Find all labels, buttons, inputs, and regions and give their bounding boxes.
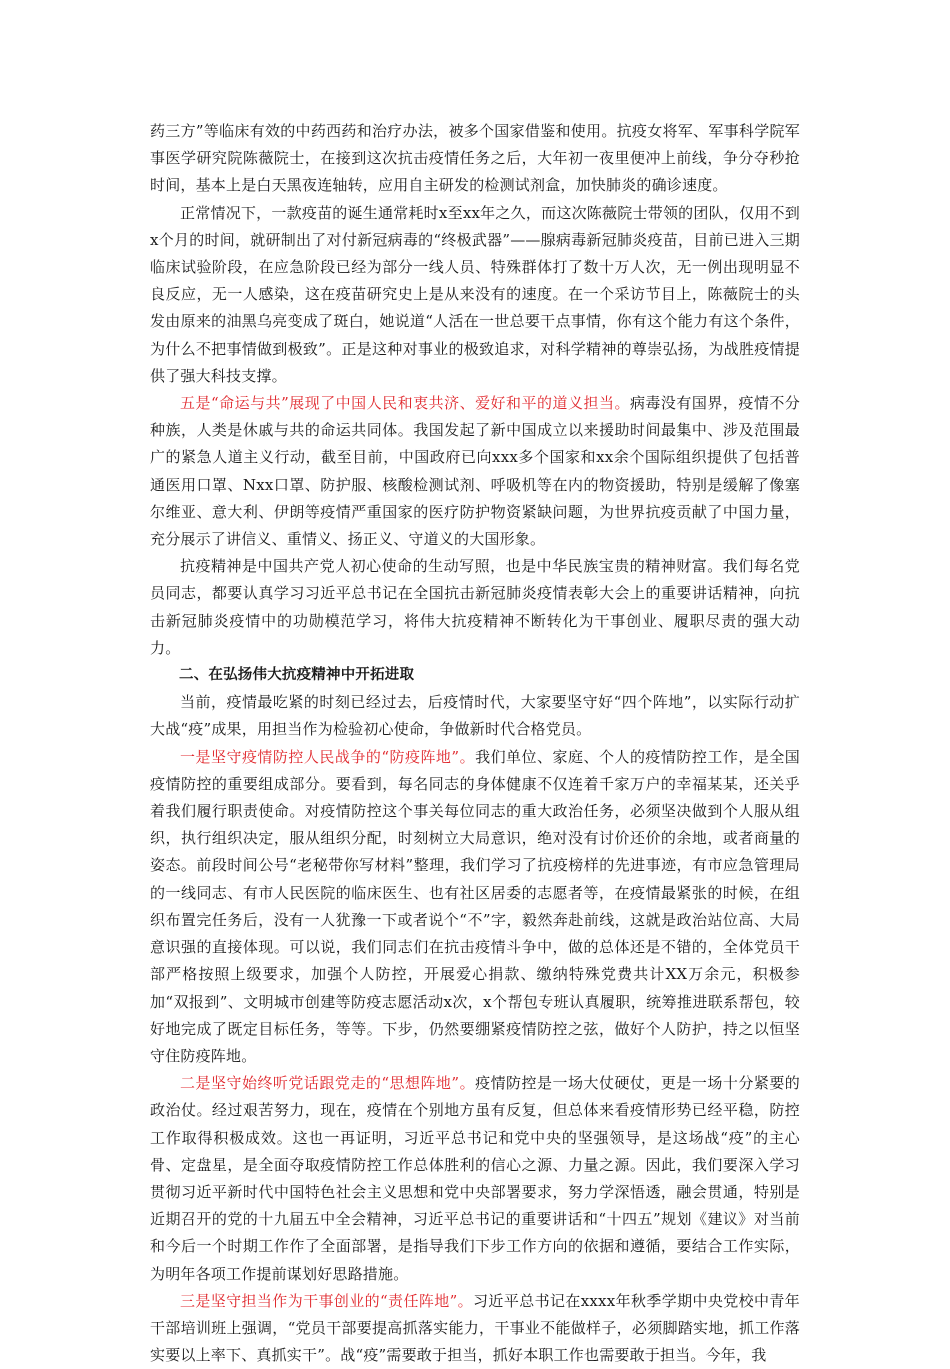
paragraph-four-positions: 当前，疫情最吃紧的时刻已经过去，后疫情时代，大家要坚守好“四个阵地”，以实际行动扩大战“疫”成果，用担当作为检验初心使命，争做新时代合格党员。	[150, 693, 800, 739]
paragraph-shared-destiny	[150, 390, 800, 553]
point-two-body: 疫情防控是一场大仗硬仗，更是一场十分紧要的政治仗。经过艰苦努力，现在，疫情在个别地方虽有反复，但总体来看疫情形势已经平稳，防控工作取得积极成效。这也一再证明，习近平总书记和党中央的坚强领导，是这场战“疫”的主心骨、定盘星，是全面夺取疫情防控工作总体胜利的信心之源、力量之源。因此，我们要深入学习贯彻习近平新时代中国特色社会主义思想和党中央部署要求，努力学深悟透，融会贯通，特别是近期召开的党的十九届五中全会精神，习近平总书记的重要讲话和“十四五”规划《建议》对当前和今后一个时期工作作了全面部署，是指导我们下步工作方向的依据和遵循，要结合工作实际，为明年各项工作提前谋划好思路措施。	[150, 1074, 801, 1283]
section-heading-2: 二、在弘扬伟大抗疫精神中开拓进取	[179, 667, 415, 684]
point-three-body: 习近平总书记在xxxx年秋季学期中央党校中青年干部培训班上强调，“党员干部要提高抓落实能力，干事业不能做样子，必须脚踏实地，抓工作落实要以上率下、真抓实干”。战“疫”需要敢于担当，抓好本职工作也需要敢于担当。今年，我	[150, 1291, 800, 1365]
point-five-heading: 五是“命运与共”展现了中国人民和衷共济、爱好和平的道义担当。	[180, 394, 630, 413]
document-page	[150, 118, 800, 1369]
paragraph-spirit-summary: 抗疫精神是中国共产党人初心使命的生动写照，也是中华民族宝贵的精神财富。我们每名党员同志，都要认真学习习近平总书记在全国抗击新冠肺炎疫情表彰大会上的重要讲话精神，向抗击新冠肺炎疫情中的功勋模范学习，将伟大抗疫精神不断转化为干事创业、履职尽责的强大动力。	[150, 557, 800, 657]
paragraph-responsibility-position	[150, 1288, 800, 1369]
point-one-heading: 一是坚守疫情防控人民战争的“防疫阵地”。	[180, 747, 476, 766]
paragraph-continuation: 药三方”等临床有效的中药西药和治疗办法，被多个国家借鉴和使用。抗疫女将军、军事科学院军事医学研究院陈薇院士，在接到这次抗击疫情任务之后，大年初一夜里便冲上前线，争分夺秒抢时间，基本上是白天黑夜连轴转，应用自主研发的检测试剂盒，加快肺炎的确诊速度。	[150, 122, 800, 195]
paragraph-vaccine: 正常情况下，一款疫苗的诞生通常耗时x至xx年之久，而这次陈薇院士带领的团队，仅用不到x个月的时间，就研制出了对付新冠病毒的“终极武器”——腺病毒新冠肺炎疫苗，目前已进入三期临床试验阶段，在应急阶段已经为部分一线人员、特殊群体打了数十万人次，无一例出现明显不良反应，无一人感染，这在疫苗研究史上是从来没有的速度。在一个采访节目上，陈薇院士的头发由原来的油黑乌亮变成了斑白，她说道“人活在一世总要干点事情，你有这个能力有这个条件，为什么不把事情做到极致”。正是这种对事业的极致追求，对科学精神的尊崇弘扬，为战胜疫情提供了强大科技支撑。	[150, 203, 800, 385]
point-two-heading: 二是坚守始终听党话跟党走的“思想阵地”。	[180, 1074, 476, 1093]
point-three-heading: 三是坚守担当作为干事创业的“责任阵地”。	[180, 1291, 474, 1310]
paragraph-epidemic-position	[150, 744, 800, 1070]
paragraph-ideological-position	[150, 1070, 800, 1288]
point-one-body: 我们单位、家庭、个人的疫情防控工作，是全国疫情防控的重要组成部分。要看到，每名同志的身体健康不仅连着千家万户的幸福某某，还关乎着我们履行职责使命。对疫情防控这个事关每位同志的重大政治任务，必须坚决做到个人服从组织，执行组织决定，服从组织分配，时刻树立大局意识，绝对没有讨价还价的余地，或者商量的姿态。前段时间公号“老秘带你写材料”整理，我们学习了抗疫榜样的先进事迹，有市应急管理局的一线同志、有市人民医院的临床医生、也有社区居委的志愿者等，在疫情最紧张的时候，在组织布置完任务后，没有一人犹豫一下或者说个“不”字，毅然奔赴前线，这就是政治站位高、大局意识强的直接体现。可以说，我们同志们在抗击疫情斗争中，做的总体还是不错的，全体党员干部严格按照上级要求，加强个人防控，开展爱心捐款、缴纳特殊党费共计XX万余元，积极参加“双报到”、文明城市创建等防疫志愿活动x次，x个帮包专班认真履职，统筹推进联系帮包，较好地完成了既定目标任务，等等。下步，仍然要绷紧疫情防控之弦，做好个人防护，持之以恒坚守住防疫阵地。	[150, 747, 801, 1065]
point-five-body: 病毒没有国界，疫情不分种族，人类是休戚与共的命运共同体。我国发起了新中国成立以来援助时间最集中、涉及范围最广的紧急人道主义行动，截至目前，中国政府已向xxx多个国家和xx余个国际组织提供了包括普通医用口罩、Nxx口罩、防护服、核酸检测试剂、呼吸机等在内的物资援助，特别是缓解了像塞尔维亚、意大利、伊朗等疫情严重国家的医疗防护物资紧缺问题，为世界抗疫贡献了中国力量，充分展示了讲信义、重情义、扬正义、守道义的大国形象。	[150, 394, 801, 549]
